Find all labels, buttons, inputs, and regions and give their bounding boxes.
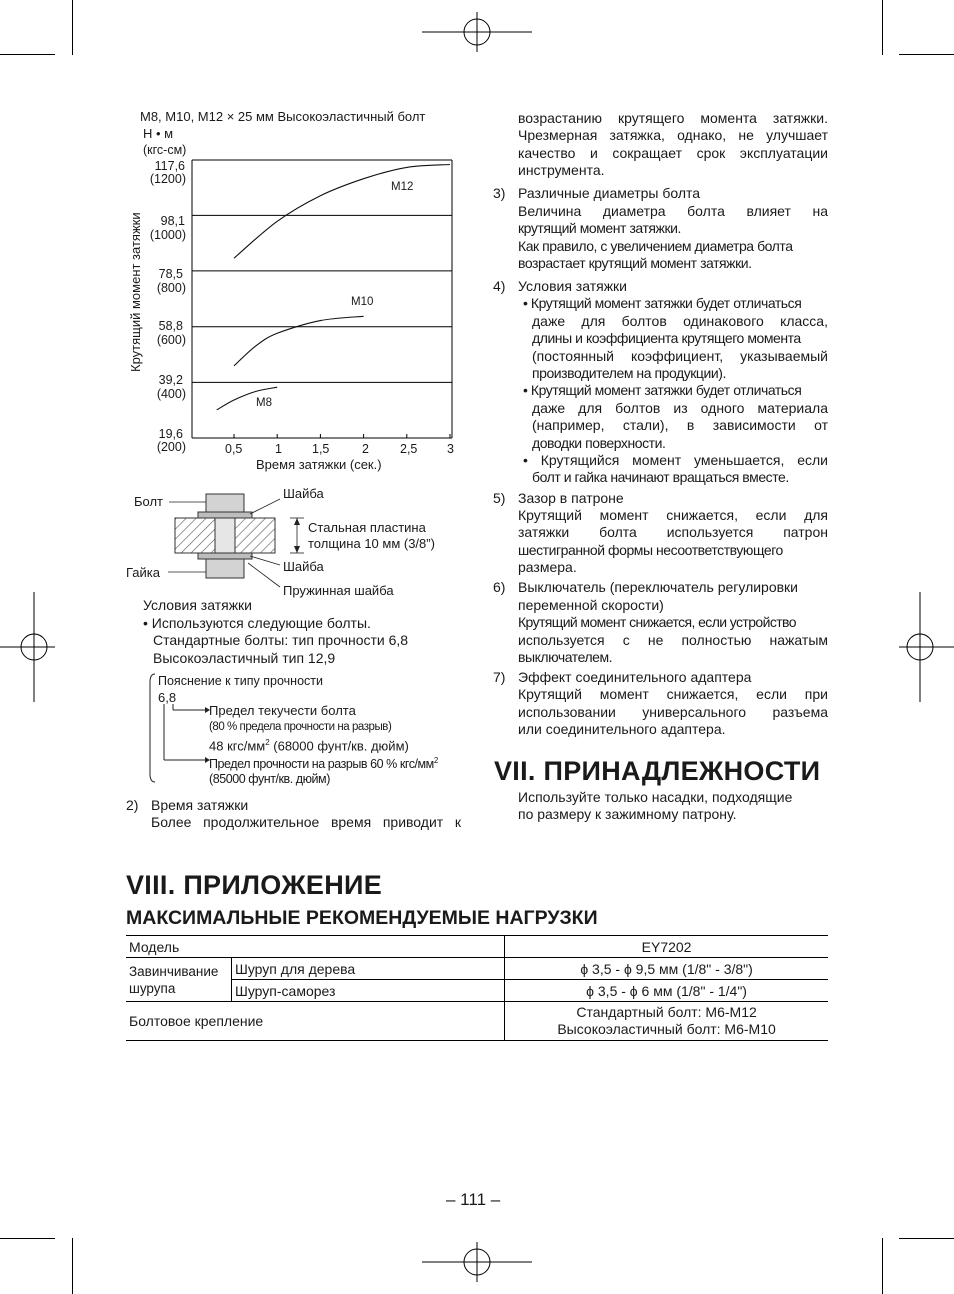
item2-text: Более продолжительное время приводит к xyxy=(151,814,461,830)
grade-value: 6,8 xyxy=(158,690,177,705)
item5-text: Крутящий момент снижается, если для xyxy=(518,507,828,523)
y-tick-nm: 78,5 xyxy=(158,267,183,281)
item4-bullet2: • Крутящий момент затяжки будет отличаться xyxy=(523,382,802,398)
chart-y-unit-alt: (кгс-см) xyxy=(143,143,187,157)
chart-y-unit: Н • м xyxy=(143,126,174,141)
curve-label-m8: M8 xyxy=(256,397,272,409)
screw-label xyxy=(126,958,232,1002)
chart-y-label: Крутящий момент затяжки xyxy=(128,212,143,372)
chart-x-label: Время затяжки (сек.) xyxy=(256,457,382,472)
washer-top-shape xyxy=(198,512,252,518)
washer-bottom-shape xyxy=(198,553,252,559)
y-tick-kgf: (600) xyxy=(156,333,186,347)
item4-bullet3: болт и гайка начинают вращаться вместе. xyxy=(532,469,789,485)
item6-number: 6) xyxy=(493,579,506,595)
item4-bullet1: длины и коэффициента крутящего момента xyxy=(532,330,801,346)
x-tick: 2,5 xyxy=(400,442,418,456)
item3-text: возрастает крутящий момент затяжки. xyxy=(518,255,752,271)
cont-line: инструмента. xyxy=(518,162,605,178)
x-tick: 1 xyxy=(275,442,282,456)
nut-shape xyxy=(206,559,244,578)
conditions-standard: Стандартные болты: тип прочности 6,8 xyxy=(153,632,409,648)
model-value: EY7202 xyxy=(505,936,828,958)
bolt-fastening-value xyxy=(505,1002,828,1041)
yield-value-sup: 2 xyxy=(265,738,270,747)
item7-text: или соединительного адаптера. xyxy=(518,721,726,737)
x-tick: 3 xyxy=(447,442,454,456)
table-row xyxy=(126,958,828,980)
item5-text: шестигранной формы несоответствующего xyxy=(518,542,783,558)
item7-text: Крутящий момент снижается, если при xyxy=(518,686,828,702)
screw-label-line: шурупа xyxy=(129,980,176,996)
item7-text: использовании универсального разъема xyxy=(518,704,828,720)
y-tick-kgf: (1000) xyxy=(149,228,186,242)
y-tick-nm: 58,8 xyxy=(158,319,183,333)
x-tick: 2 xyxy=(362,442,369,456)
cont-line: возрастанию крутящего момента затяжки. xyxy=(518,110,828,126)
y-tick-kgf: (400) xyxy=(156,387,186,401)
item7-number: 7) xyxy=(493,669,506,685)
grade-explanation-title: Пояснение к типу прочности xyxy=(158,674,323,688)
y-tick-kgf: (200) xyxy=(156,440,186,454)
section-accessories-title: VII. ПРИНАДЛЕЖНОСТИ xyxy=(494,756,821,786)
bolt-value-line: Высокоэластичный болт: M6-M10 xyxy=(557,1021,776,1037)
self-tapping-label: Шуруп-саморез xyxy=(232,980,505,1002)
item3-text: Как правило, с увеличением диаметра болта xyxy=(518,238,793,254)
self-tapping-value: ϕ 3,5 - ϕ 6 мм (1/8" - 1/4") xyxy=(505,980,828,1002)
item3-text: крутящий момент затяжки. xyxy=(518,220,681,236)
cont-line: качество и сокращает срок эксплуатации xyxy=(518,145,828,161)
series-line-m10 xyxy=(234,316,364,366)
conditions-high: Высокоэластичный тип 12,9 xyxy=(153,650,336,666)
section-appendix-title: VIII. ПРИЛОЖЕНИЕ xyxy=(126,870,383,900)
item2-number: 2) xyxy=(126,797,139,813)
screw-label-line: Завинчивание xyxy=(129,963,219,979)
label-nut: Гайка xyxy=(126,565,161,580)
label-spring-washer: Пружинная шайба xyxy=(283,583,394,598)
conditions-title: Условия затяжки xyxy=(143,597,252,613)
y-tick-nm: 98,1 xyxy=(160,214,185,228)
item3-text: Величина диаметра болта влияет на xyxy=(518,203,828,219)
max-loads-subtitle: МАКСИМАЛЬНЫЕ РЕКОМЕНДУЕМЫЕ НАГРУЗКИ xyxy=(126,907,598,929)
item3-title: Различные диаметры болта xyxy=(518,185,701,201)
item4-bullet2: даже для болтов из одного материала xyxy=(532,400,828,416)
bolt-value-line: Стандартный болт: M6-M12 xyxy=(576,1004,757,1020)
yield-label: Предел текучести болта xyxy=(209,703,356,718)
y-tick-nm: 19,6 xyxy=(158,427,183,441)
max-loads-table xyxy=(126,935,828,1041)
y-tick-nm: 39,2 xyxy=(158,373,183,387)
accessories-text: Используйте только насадки, подходящие xyxy=(518,789,793,805)
item6-text: выключателем. xyxy=(518,649,613,665)
curve-label-m12: M12 xyxy=(391,181,414,193)
item4-bullet1: даже для болтов одинакового класса, xyxy=(532,313,828,329)
tensile-value: (85000 фунт/кв. дюйм) xyxy=(209,772,330,786)
wood-screw-value: ϕ 3,5 - ϕ 9,5 мм (1/8" - 3/8") xyxy=(505,958,828,980)
accessories-text: по размеру к зажимному патрону. xyxy=(518,806,737,822)
model-label: Модель xyxy=(126,936,505,958)
label-steel-plate: Стальная пластина xyxy=(308,520,426,535)
item2-title: Время затяжки xyxy=(151,797,249,813)
item7-title: Эффект соединительного адаптера xyxy=(518,669,752,685)
page-number: – 111 – xyxy=(446,1190,501,1209)
item5-text: затяжки болта используется патрон xyxy=(518,524,828,540)
item4-bullet2: (например, стали), в зависимости от xyxy=(532,417,828,433)
y-tick-kgf: (800) xyxy=(156,281,186,295)
item4-bullet2: доводки поверхности. xyxy=(532,435,666,451)
chart-title: M8, M10, M12 × 25 мм Высокоэластичный болт xyxy=(140,109,426,124)
table-row xyxy=(126,1002,828,1041)
bolt-head xyxy=(206,494,244,512)
table-row xyxy=(126,980,828,1002)
table-row xyxy=(126,936,828,958)
item4-number: 4) xyxy=(493,278,506,294)
tensile-label-main: Предел прочности на разрыв 60 % кгс/мм xyxy=(209,757,434,772)
yield-value xyxy=(209,735,409,754)
curve-label-m10: M10 xyxy=(351,296,374,308)
tensile-label xyxy=(209,753,438,772)
item4-bullet1: производителем на продукции). xyxy=(532,365,726,381)
item4-bullet1: (постоянный коэффициент, указываемый xyxy=(532,348,828,364)
tensile-label-sup: 2 xyxy=(433,756,438,765)
y-tick-nm: 117,6 xyxy=(154,159,185,173)
y-tick-kgf: (1200) xyxy=(149,172,186,186)
label-washer-top: Шайба xyxy=(283,486,324,501)
cont-line: Чрезмерная затяжка, однако, не улучшает xyxy=(518,127,828,143)
item5-number: 5) xyxy=(493,490,506,506)
item4-bullet3: • Крутящийся момент уменьшается, если xyxy=(523,452,828,468)
x-tick: 0,5 xyxy=(225,442,243,456)
wood-screw-label: Шуруп для дерева xyxy=(232,958,505,980)
item5-title: Зазор в патроне xyxy=(518,490,624,506)
item3-number: 3) xyxy=(493,185,506,201)
yield-value-main: 48 кгс/мм xyxy=(209,738,266,754)
x-tick: 1,5 xyxy=(312,442,330,456)
item4-bullet1: • Крутящий момент затяжки будет отличаться xyxy=(523,295,802,311)
yield-value-imperial: (68000 фунт/кв. дюйм) xyxy=(269,738,409,754)
item6-title: переменной скорости) xyxy=(518,597,664,613)
item6-text: Крутящий момент снижается, если устройство xyxy=(518,614,796,630)
torque-chart xyxy=(180,150,470,450)
label-plate-thickness: толщина 10 мм (3/8”) xyxy=(308,536,435,551)
yield-note: (80 % предела прочности на разрыв) xyxy=(209,721,392,733)
item4-title: Условия затяжки xyxy=(518,278,627,294)
item5-text: размера. xyxy=(518,559,577,575)
series-line-m12 xyxy=(234,165,450,259)
conditions-bullet: • Используются следующие болты. xyxy=(143,615,371,631)
item6-title: Выключатель (переключатель регулировки xyxy=(518,579,799,595)
label-washer-bottom: Шайба xyxy=(283,559,324,574)
label-bolt: Болт xyxy=(134,494,164,509)
bolt-fastening-label: Болтовое крепление xyxy=(126,1002,505,1041)
item6-text: используется с не полностью нажатым xyxy=(518,632,828,648)
